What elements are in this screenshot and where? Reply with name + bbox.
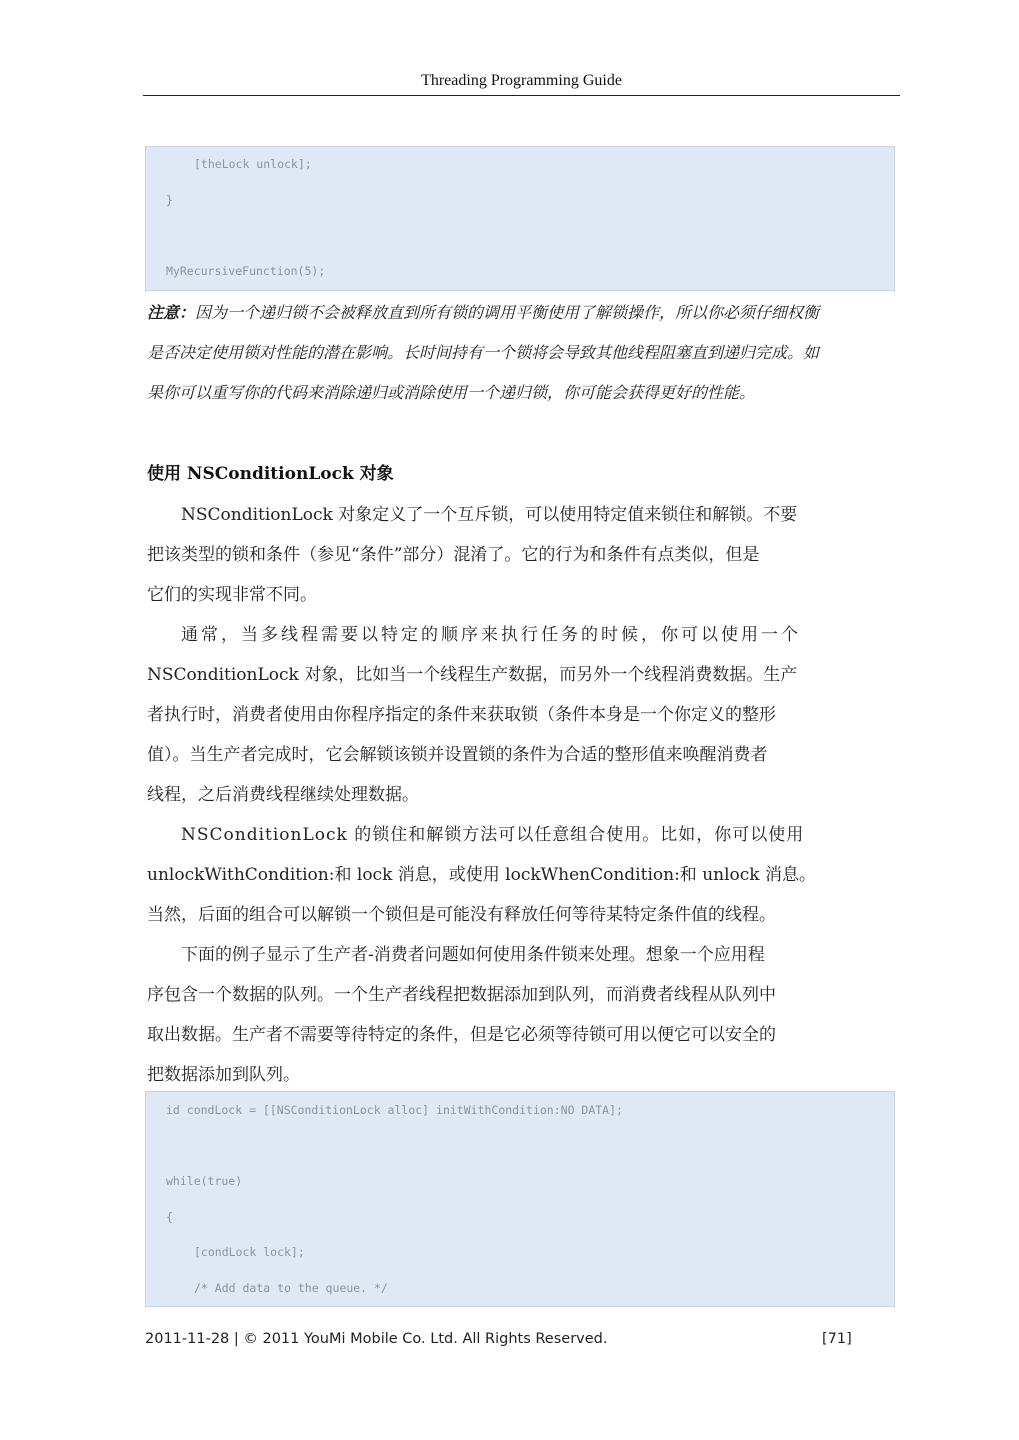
code-line: } <box>166 193 173 207</box>
paragraph-line: 序包含一个数据的队列。一个生产者线程把数据添加到队列，而消费者线程从队列中 <box>147 985 776 1005</box>
paragraph-line: 它们的实现非常不同。 <box>147 585 317 605</box>
note-line: 是否决定使用锁对性能的潜在影响。长时间持有一个锁将会导致其他线程阻塞直到递归完成。如 <box>147 343 820 362</box>
paragraph-line: NSConditionLock 对象，比如当一个线程生产数据，而另外一个线程消费数据。生产 <box>147 665 798 685</box>
paragraph-line: 把该类型的锁和条件（参见“条件”部分）混淆了。它的行为和条件有点类似，但是 <box>147 545 760 565</box>
paragraph-line: 把数据添加到队列。 <box>147 1065 300 1085</box>
paragraph-line: 下面的例子显示了生产者-消费者问题如何使用条件锁来处理。想象一个应用程 <box>181 945 765 965</box>
paragraph-line: NSConditionLock 对象定义了一个互斥锁，可以使用特定值来锁住和解锁。不要 <box>181 505 798 525</box>
footer-copyright: 2011-11-28 | © 2011 YouMi Mobile Co. Ltd. All Rights Reserved. <box>145 1331 608 1347</box>
note-line: 果你可以重写你的代码来消除递归或消除使用一个递归锁，你可能会获得更好的性能。 <box>147 383 756 402</box>
code-line: { <box>166 1210 173 1224</box>
paragraph-line: 当然，后面的组合可以解锁一个锁但是可能没有释放任何等待某特定条件值的线程。 <box>147 905 776 925</box>
paragraph-line: NSConditionLock 的锁住和解锁方法可以任意组合使用。比如，你可以使用 <box>181 825 805 845</box>
paragraph-line: unlockWithCondition:和 lock 消息，或使用 lockWhenCondition:和 unlock 消息。 <box>147 865 816 885</box>
paragraph-line: 线程，之后消费线程继续处理数据。 <box>147 785 419 805</box>
paragraph-line: 者执行时，消费者使用由你程序指定的条件来获取锁（条件本身是一个你定义的整形 <box>147 705 776 725</box>
header-rule <box>143 95 900 96</box>
code-block-2 <box>145 1091 895 1307</box>
code-line: [condLock lock]; <box>194 1245 305 1259</box>
section-heading: 使用 NSConditionLock 对象 <box>147 464 394 484</box>
paragraph-line: 值）。当生产者完成时，它会解锁该锁并设置锁的条件为合适的整形值来唤醒消费者 <box>147 745 768 765</box>
note-text: 因为一个递归锁不会被释放直到所有锁的调用平衡使用了解锁操作，所以你必须仔细权衡 <box>195 303 820 322</box>
code-line: while(true) <box>166 1174 243 1188</box>
code-line: id condLock = [[NSConditionLock alloc] initWithCondition:NO DATA]; <box>166 1103 623 1117</box>
code-line: MyRecursiveFunction(5); <box>166 264 326 278</box>
paragraph-line: 通常，当多线程需要以特定的顺序来执行任务的时候，你可以使用一个 <box>181 625 801 645</box>
paragraph-line: 取出数据。生产者不需要等待特定的条件，但是它必须等待锁可用以便它可以安全的 <box>147 1025 776 1045</box>
code-block-1 <box>145 146 895 291</box>
note-line <box>147 300 819 323</box>
running-header-title: Threading Programming Guide <box>421 72 622 89</box>
code-line: /* Add data to the queue. */ <box>194 1281 388 1295</box>
note-label: 注意： <box>147 303 196 322</box>
page-number: [71] <box>822 1331 852 1347</box>
code-line: [theLock unlock]; <box>194 157 312 171</box>
